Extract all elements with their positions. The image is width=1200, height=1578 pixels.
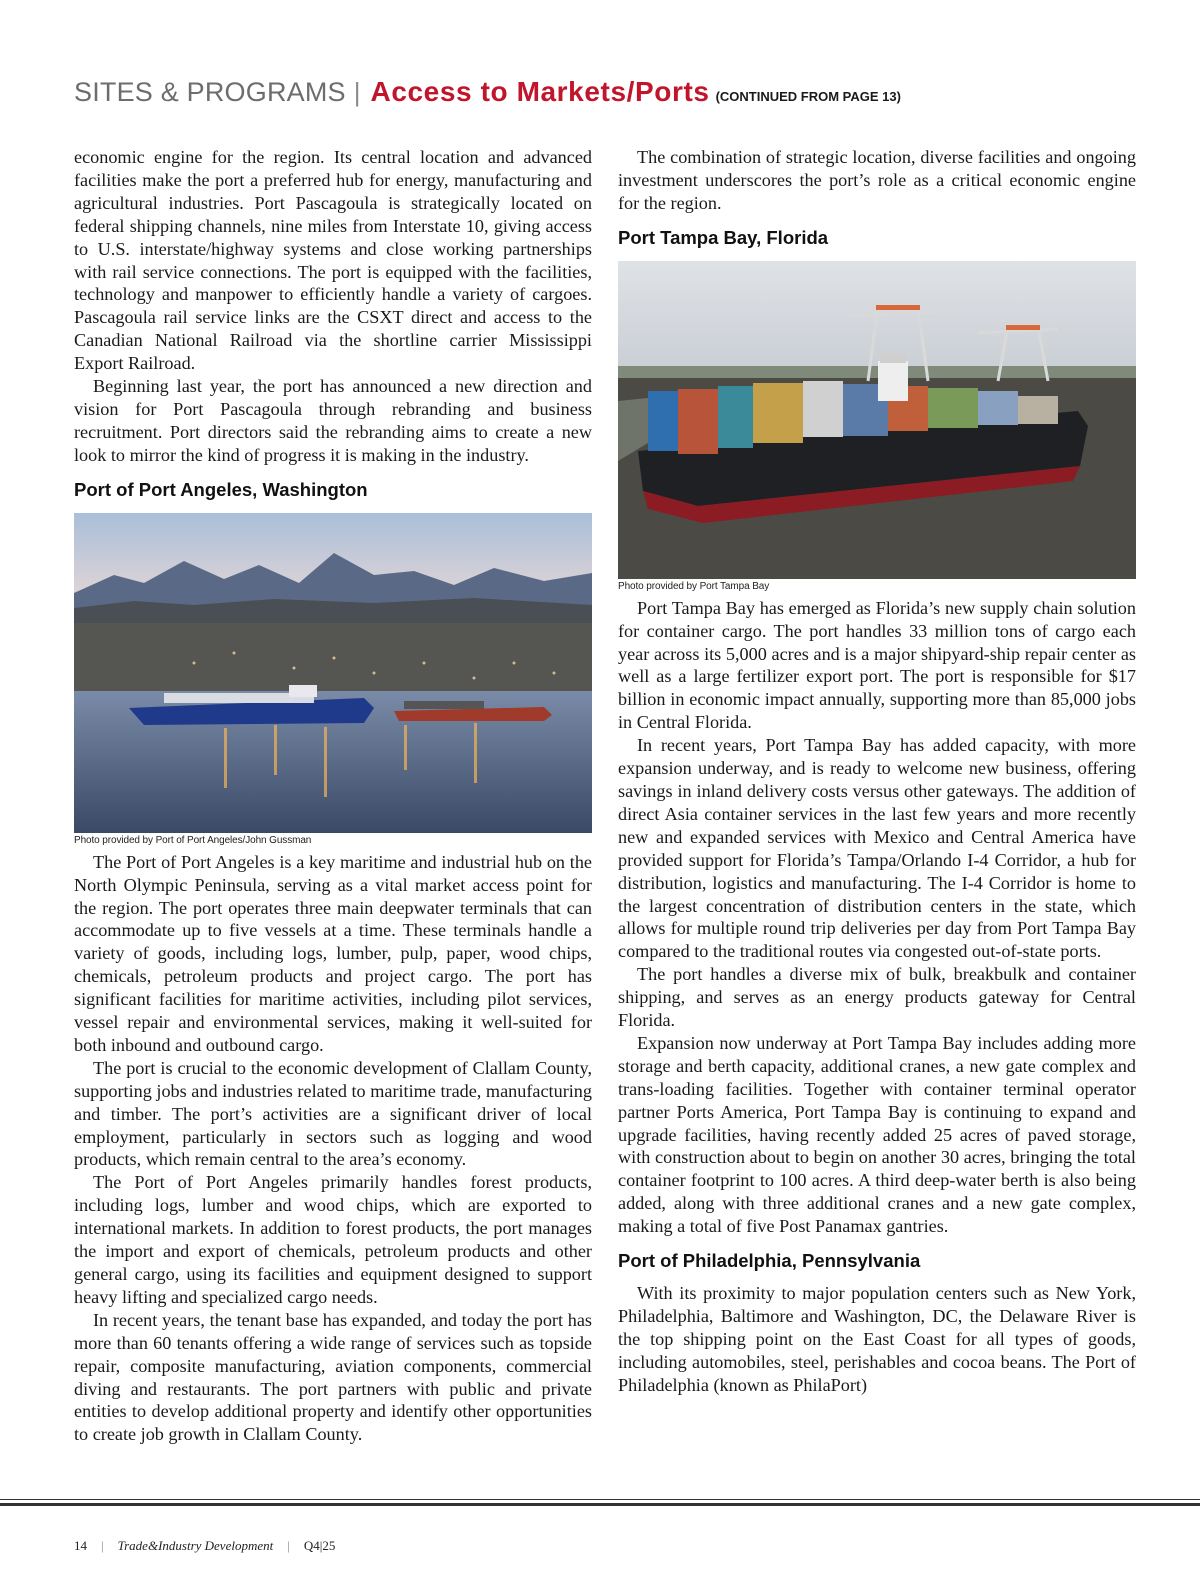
paragraph: economic engine for the region. Its central location and advanced facilities make the port a preferred hub for energy, manufacturing and agricultural industries. Port Pascagoula is strategically located on federal shipping channels, nine miles from Interstate 10, giving access to U.S. interstate/highway systems and close working partnerships with rail service connections. The port is equipped with the facilities, technology and manpower to efficiently handle a variety of cargoes. Pascagoula rail service links are the CSXT direct and access to the Canadian National Railroad via the shortline carrier Mississippi Export Railroad. — [74, 147, 592, 374]
paragraph: The combination of strategic location, diverse facilities and ongoing investment underscores the port’s role as a critical economic engine for the region. — [618, 147, 1136, 213]
paragraph: The port handles a diverse mix of bulk, breakbulk and container shipping, and serves as an energy products gateway for Central Florida. — [618, 964, 1136, 1031]
page-footer — [74, 1538, 335, 1554]
paragraph: Port Tampa Bay has emerged as Florida’s new supply chain solution for container cargo. The port handles 33 million tons of cargo each year across its 5,000 acres and is a major shipyard-ship repair center as well as a large fertilizer export port. The port is responsible for $17 billion in economic impact annually, supporting more than 85,000 jobs in Central Florida. — [618, 597, 1136, 733]
paragraph: The Port of Port Angeles is a key maritime and industrial hub on the North Olympic Peninsula, serving as a vital market access point for the region. The port operates three main deepwater terminals that can accommodate up to five vessels at a time. These terminals handle a variety of goods, including logs, lumber, pulp, paper, wood chips, chemicals, petroleum products and project cargo. The port has significant facilities for maritime activities, including pilot services, vessel repair and environmental services, making it well-suited for both inbound and outbound cargo. — [74, 851, 592, 1055]
publication-name: Trade&Industry Development — [117, 1538, 274, 1553]
heading-port-philadelphia: Port of Philadelphia, Pennsylvania — [618, 1250, 921, 1272]
page-header — [74, 76, 1134, 116]
photo-port-angeles — [74, 513, 592, 833]
section-label: SITES & PROGRAMS — [74, 77, 346, 107]
photo-caption: Photo provided by Port of Port Angeles/John Gussman — [74, 834, 312, 846]
article-title: Access to Markets/Ports — [370, 76, 710, 107]
paragraph: In recent years, Port Tampa Bay has added capacity, with more expansion underway, and is ready to welcome new business, offering savings in inland delivery costs versus other gateways. The addition of direct Asia container services in the last few years and more recently new and expanded services with Mexico and Central America have provided support for Florida’s Tampa/Orlando I-4 Corridor, a hub for distribution, logistics and manufacturing. The I-4 Corridor is home to the largest concentration of distribution centers in the state, which allows for multiple round trip deliveries per day from Port Tampa Bay compared to the traditional routes via congested out-of-state ports. — [618, 735, 1136, 962]
heading-port-angeles: Port of Port Angeles, Washington — [74, 478, 368, 500]
paragraph: The port is crucial to the economic development of Clallam County, supporting jobs and industries related to maritime trade, manufacturing and timber. The port’s activities are a significant driver of local employment, particularly in sectors such as logging and wood products, which remain central to the area’s economy. — [74, 1057, 592, 1170]
footer-rule — [0, 1499, 1200, 1500]
paragraph: In recent years, the tenant base has expanded, and today the port has more than 60 tenants offering a wide range of services such as topside repair, composite manufacturing, aviation components, commercial diving and restaurants. The port partners with public and private entities to develop additional property and identify other opportunities to create job growth in Clallam County. — [74, 1309, 592, 1445]
photo-port-tampa-bay — [618, 261, 1136, 579]
footer-separator: | — [287, 1538, 290, 1553]
header-separator: | — [353, 77, 361, 107]
footer-separator: | — [101, 1538, 104, 1553]
paragraph: With its proximity to major population centers such as New York, Philadelphia, Baltimore and Washington, DC, the Delaware River is the top shipping point on the East Coast for all types of goods, including automobiles, steel, perishables and cocoa beans. The Port of Philadelphia (known as PhilaPort) — [618, 1283, 1136, 1395]
page-number: 14 — [74, 1538, 87, 1553]
paragraph: Expansion now underway at Port Tampa Bay includes adding more storage and berth capacity, additional cranes, a new gate complex and trans-loading facilities. Together with container terminal operator partner Ports America, Port Tampa Bay is continuing to expand and upgrade facilities, having recently added 25 acres of paved storage, with construction about to begin on another 30 acres, bringing the total container footprint to 100 acres. A third deep-water berth is also being added, along with three additional cranes and a new gate complex, making a total of five Post Panamax gantries. — [618, 1032, 1136, 1237]
paragraph: The Port of Port Angeles primarily handles forest products, including logs, lumber and wood chips, which are exported to international markets. In addition to forest products, the port manages the import and export of chemicals, petroleum products and other general cargo, using its facilities and equipment designed to support heavy lifting and specialized cargo needs. — [74, 1172, 592, 1307]
footer-rule — [0, 1503, 1200, 1506]
right-column — [618, 146, 1136, 1397]
heading-port-tampa-bay: Port Tampa Bay, Florida — [618, 226, 829, 248]
left-column — [74, 146, 592, 1446]
issue-label: Q4|25 — [303, 1538, 336, 1553]
photo-caption: Photo provided by Port Tampa Bay — [618, 580, 770, 592]
paragraph: Beginning last year, the port has announced a new direction and vision for Port Pascagoula through rebranding and business recruitment. Port directors said the rebranding aims to create a new look to mirror the kind of progress it is making in the industry. — [74, 376, 592, 465]
continued-note: (CONTINUED FROM PAGE 13) — [715, 89, 901, 104]
